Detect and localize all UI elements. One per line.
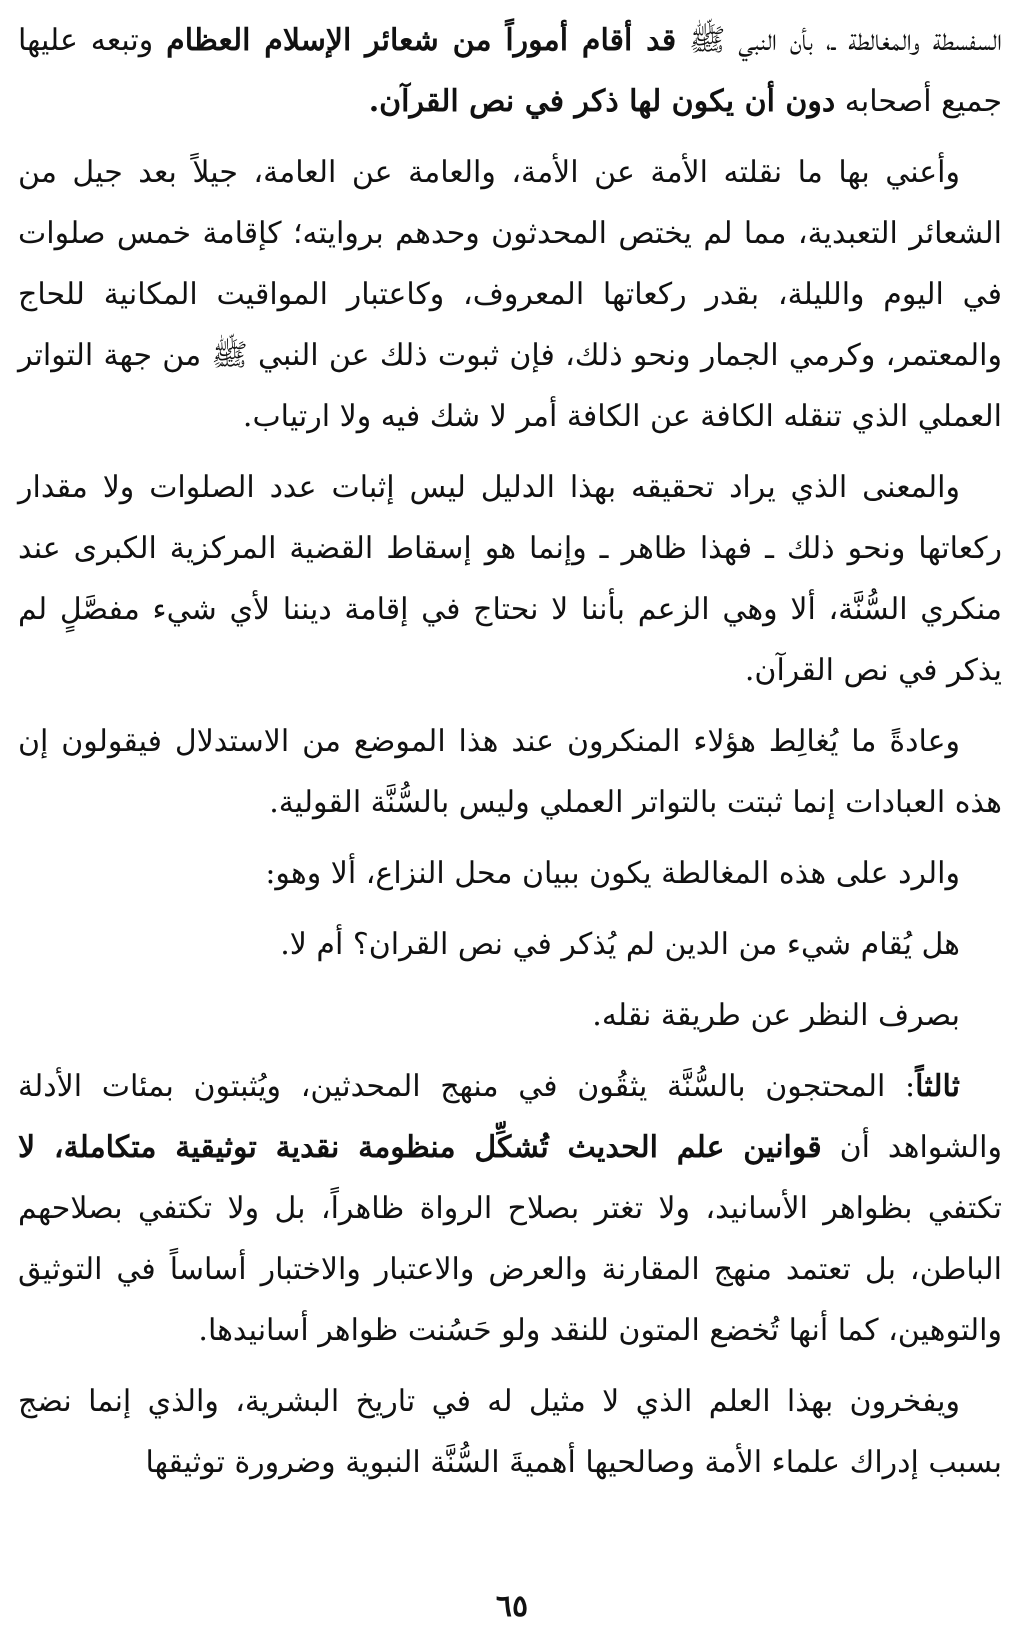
page-body [18,10,1002,1566]
paragraph-1 [18,10,1002,132]
text-span: تكتفي بظواهر الأسانيد، ولا تغتر بصلاح الرواة ظاهراً، بل ولا تكتفي بصلاحهم الباطن، بل تعتمد منهج المقارنة والعرض والاعتبار والاختبار أساساً في التوثيق والتوهين، كما أنها تُخضع المتون للنقد ولو حَسُنت ظواهر أسانيدها. [18,1191,1002,1348]
bold-text-span: قد أقام أموراً من شعائر الإسلام العظام [166,23,677,58]
text-span: هل يُقام شيء من الدين لم يُذكر في نص القران؟ أم لا. [280,927,960,962]
text-span: : المحتجون بالسُّنَّة يثقُون في منهج المحدثين، ويُثبتون بمئات الأدلة والشواهد أن [18,1069,1002,1165]
paragraph-5 [18,843,1002,904]
paragraph-2 [18,142,1002,447]
paragraph-7 [18,985,1002,1046]
text-span: وعادةً ما يُغالِط هؤلاء المنكرون عند هذا الموضع من الاستدلال فيقولون إن هذه العبادات إنما ثبتت بالتواتر العملي وليس بالسُّنَّة القولية. [18,724,1002,820]
page-number: ٦٥ [495,1589,529,1624]
text-span: ويفخرون بهذا العلم الذي لا مثيل له في تاريخ البشرية، والذي إنما نضج بسبب إدراك علماء الأمة وصالحيها أهميةَ السُّنَّة النبوية وضرورة توثيقها [18,1384,1002,1480]
text-span: والمعنى الذي يراد تحقيقه بهذا الدليل ليس إثبات عدد الصلوات ولا مقدار ركعاتها ونحو ذلك ـ فهذا ظاهر ـ وإنما هو إسقاط القضية المركزية الكبرى عند منكري السُّنَّة، ألا وهي الزعم بأننا لا نحتاج في إقامة ديننا لأي شيء مفصَّلٍ لم يذكر في نص القرآن. [18,470,1002,688]
bold-text-span: دون أن يكون لها ذكر في نص القرآن. [368,84,836,119]
paragraph-4 [18,711,1002,833]
bold-text-span: ثالثاً [915,1069,960,1104]
bold-text-span: قوانين علم الحديث تُشكِّل منظومة نقدية توثيقية متكاملة، لا [18,1130,822,1165]
paragraph-8 [18,1056,1002,1361]
text-span: السفسطة والمغالطة ـ، بأن النبي ﷺ [676,23,1002,58]
text-span: وتبعه عليها جميع أصحابه [18,23,1002,119]
text-span: وأعني بها ما نقلته الأمة عن الأمة، والعامة عن العامة، جيلاً بعد جيل من الشعائر التعبدية، مما لم يختص المحدثون وحدهم بروايته؛ كإقامة خمس صلوات في اليوم والليلة، بقدر ركعاتها المعروف، وكاعتبار المواقيت المكانية للحاج والمعتمر، وكرمي الجمار ونحو ذلك، فإن ثبوت ذلك عن النبي ﷺ من جهة التواتر العملي الذي تنقله الكافة عن الكافة أمر لا شك فيه ولا ارتياب. [18,155,1002,434]
paragraph-6 [18,914,1002,975]
paragraph-3 [18,457,1002,701]
paragraph-9 [18,1371,1002,1493]
text-span: بصرف النظر عن طريقة نقله. [592,998,960,1033]
text-span: والرد على هذه المغالطة يكون ببيان محل النزاع، ألا وهو: [265,856,960,891]
